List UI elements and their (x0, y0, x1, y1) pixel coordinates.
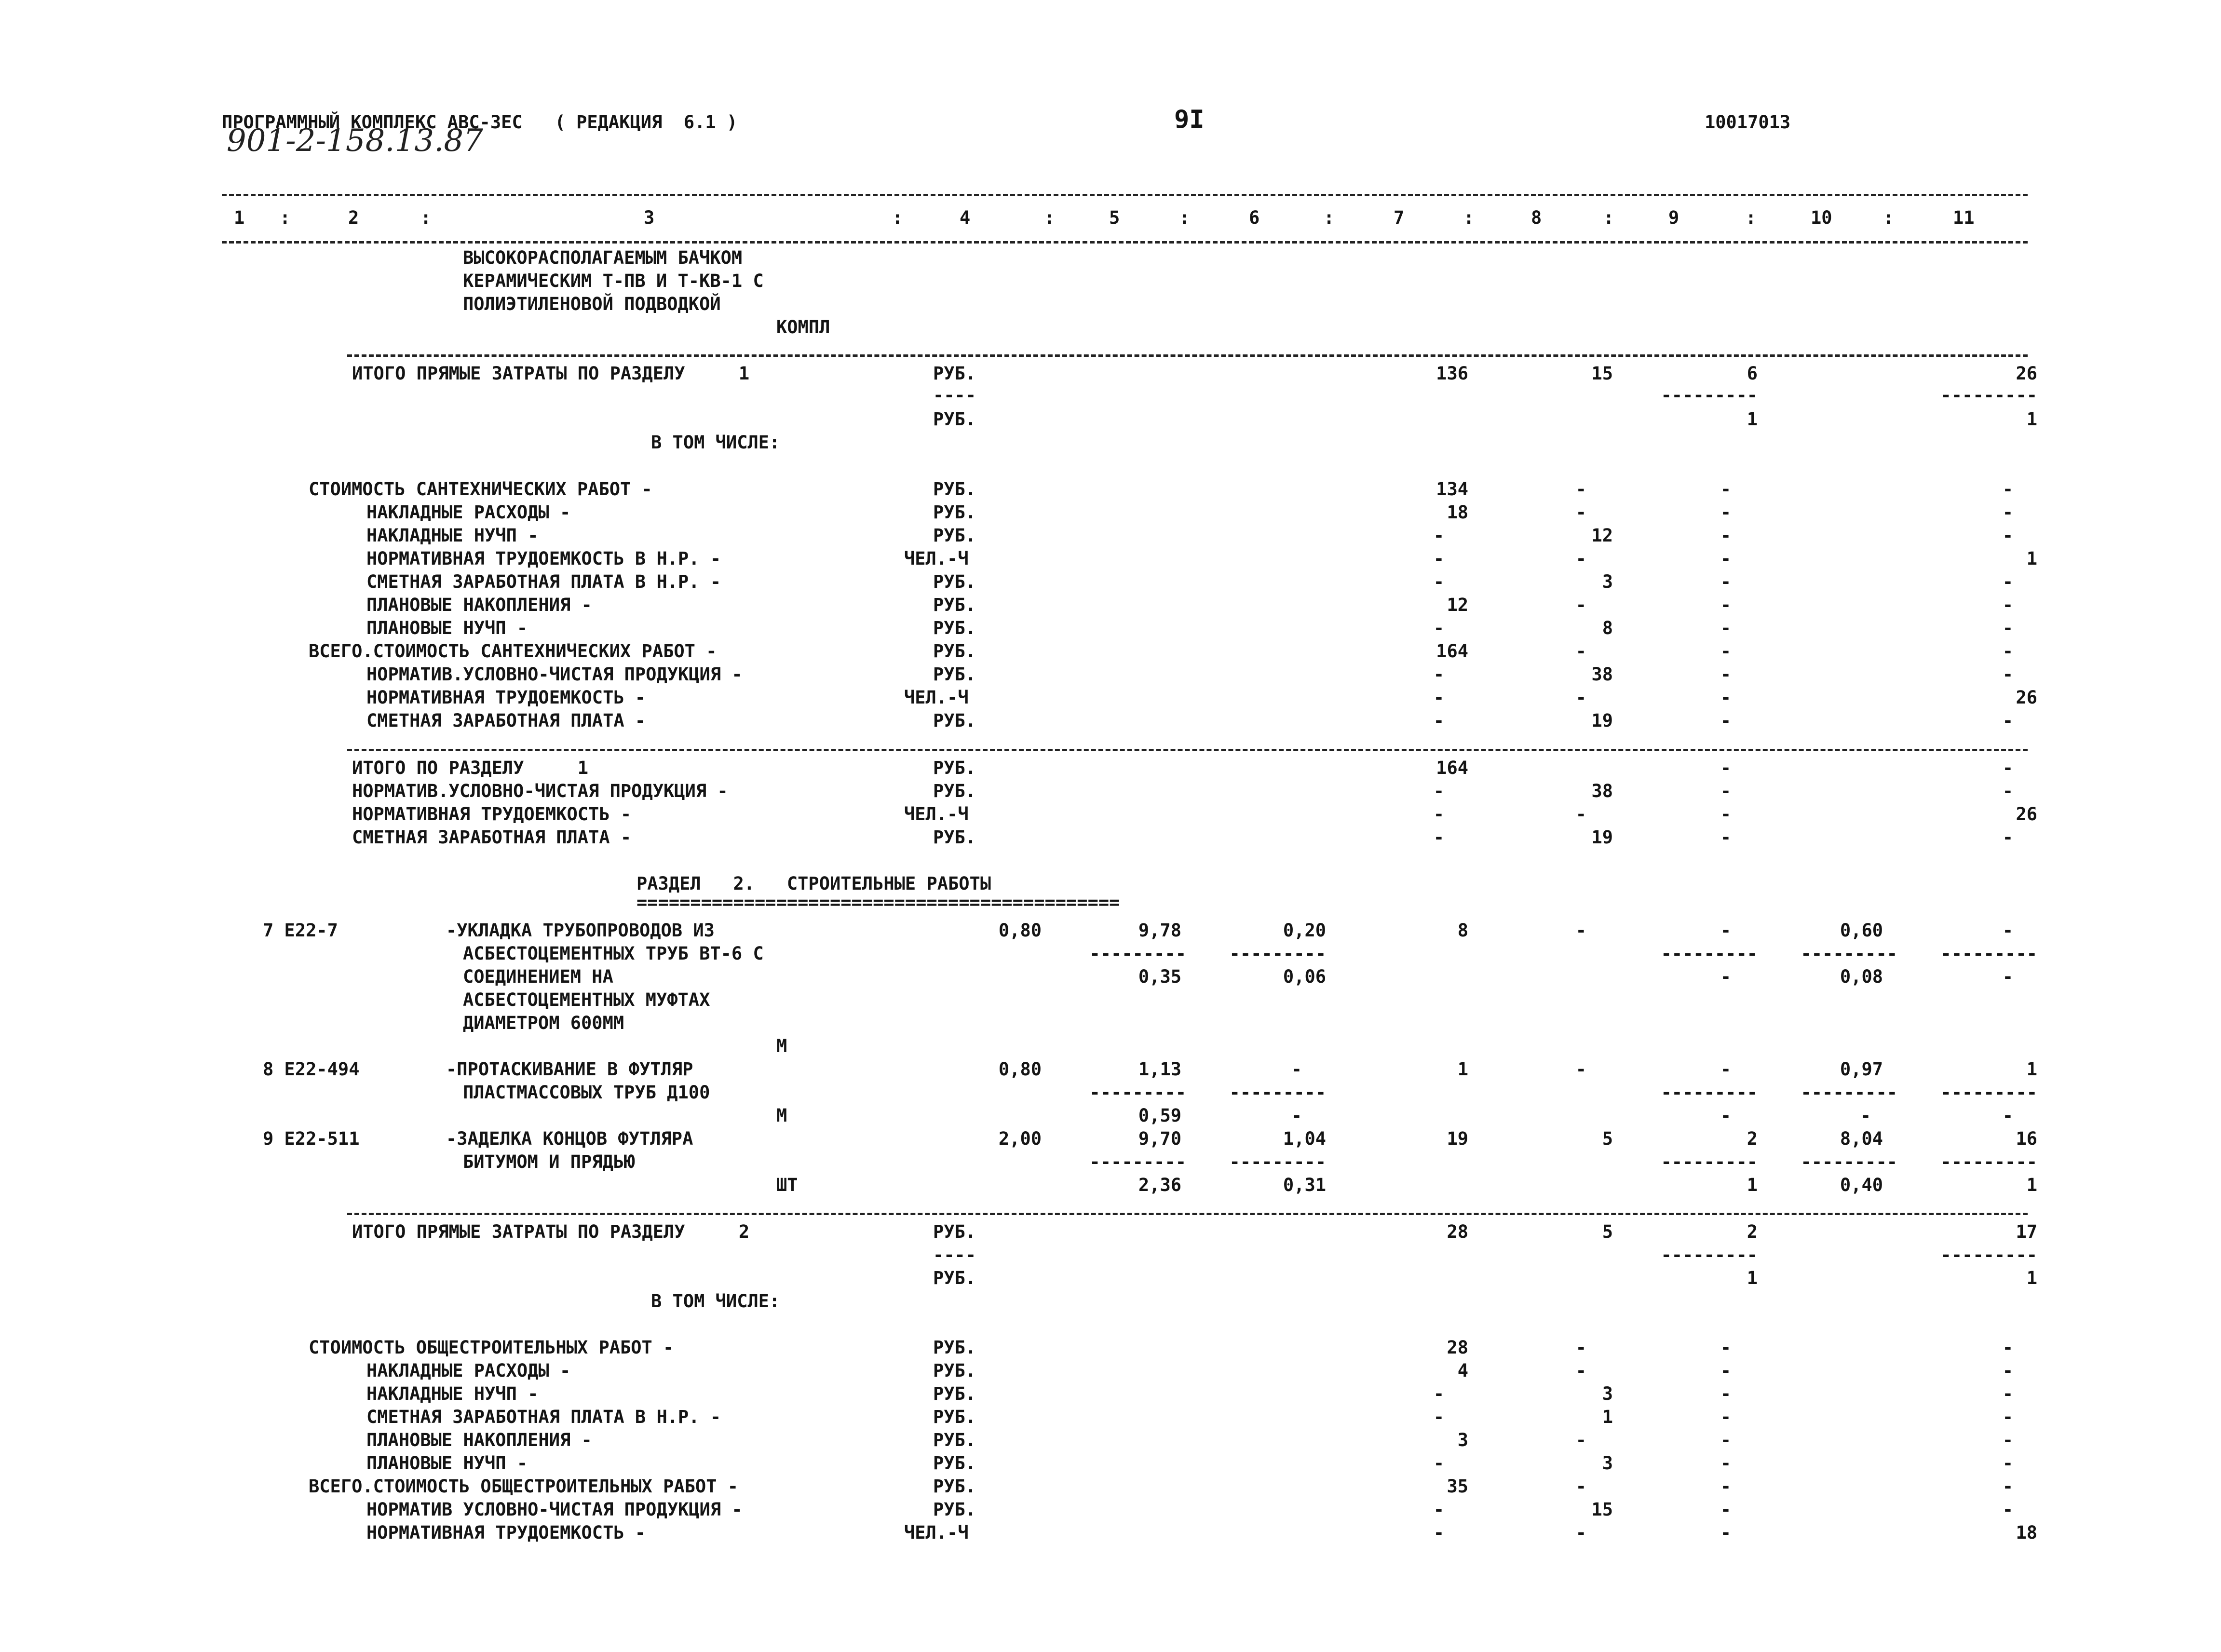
estimate-line-text: - (1720, 664, 1731, 685)
estimate-line-text: 164 (1436, 641, 1468, 662)
document-code: 10017013 (1705, 112, 1791, 133)
estimate-line-text: - (2002, 1105, 2013, 1126)
estimate-line-text: --------- (1940, 1151, 2037, 1172)
estimate-line-text: - (2002, 758, 2013, 778)
table-header-bottom-rule (222, 241, 2028, 244)
estimate-line-text: 4 (1457, 1360, 1468, 1381)
estimate-line-text: РУБ. (933, 1268, 976, 1288)
estimate-line-text: - (2002, 1360, 2013, 1381)
estimate-line-text: - (1720, 1453, 1731, 1474)
estimate-line-text: --------- (1661, 1082, 1758, 1103)
estimate-line-text: - (1575, 1522, 1586, 1543)
estimate-line-text: -ЗАДЕЛКА КОНЦОВ ФУТЛЯРА (446, 1128, 693, 1149)
estimate-line-text: --------- (1940, 385, 2037, 406)
estimate-line-text: 38 (1591, 781, 1613, 801)
estimate-line-text: - (2002, 525, 2013, 546)
estimate-line-text: НОРМАТИВНАЯ ТРУДОЕМКОСТЬ - (366, 687, 646, 708)
estimate-line-text: - (1720, 827, 1731, 848)
column-number-2: 2 (348, 207, 359, 228)
estimate-line-text: - (1720, 781, 1731, 801)
estimate-line-text: --------- (1940, 1245, 2037, 1265)
estimate-line-text: --------- (1940, 943, 2037, 964)
estimate-line-text: --------- (1940, 1082, 2037, 1103)
estimate-line-text: - (1720, 1383, 1731, 1404)
estimate-line-text: 1,04 (1283, 1128, 1326, 1149)
estimate-line-text: 1,13 (1138, 1059, 1181, 1080)
estimate-line-text: НОРМАТИВНАЯ ТРУДОЕМКОСТЬ - (366, 1522, 646, 1543)
estimate-line-text: 1 (2026, 409, 2037, 430)
estimate-line-text: 2 (1747, 1221, 1758, 1242)
estimate-line-text: --------- (1229, 943, 1326, 964)
estimate-line-text: РУБ. (933, 1407, 976, 1427)
estimate-line-text: - (2002, 641, 2013, 662)
estimate-line-text: ЧЕЛ.-Ч (904, 548, 969, 569)
estimate-line-text: - (1575, 1476, 1586, 1497)
estimate-line-text: 18 (2016, 1522, 2037, 1543)
estimate-line-text: --------- (1661, 1245, 1758, 1265)
estimate-line-text: РУБ. (933, 363, 976, 384)
estimate-line-text: 8 (1602, 618, 1613, 638)
estimate-line-text: - (1575, 1360, 1586, 1381)
estimate-line-text: - (1575, 548, 1586, 569)
estimate-line-text: - (1575, 641, 1586, 662)
page-number: 9I (1174, 105, 1205, 134)
estimate-line-text: НАКЛАДНЫЕ НУЧП - (366, 525, 539, 546)
estimate-line-text: БИТУМОМ И ПРЯДЬЮ (463, 1151, 635, 1172)
estimate-line-text: - (2002, 502, 2013, 523)
column-separator: : (1746, 207, 1757, 228)
estimate-line-text: ---- (933, 385, 976, 406)
estimate-line-text: 3 (1602, 1453, 1613, 1474)
estimate-line-text: 12 (1447, 595, 1468, 615)
estimate-line-text: 1 (1747, 1268, 1758, 1288)
estimate-line-text: РУБ. (933, 571, 976, 592)
estimate-line-text: - (1433, 804, 1444, 825)
estimate-line-text: ВСЕГО.СТОИМОСТЬ САНТЕХНИЧЕСКИХ РАБОТ - (309, 641, 717, 662)
estimate-line-text: --------- (1089, 1151, 1186, 1172)
estimate-line-text: НОРМАТИВ УСЛОВНО-ЧИСТАЯ ПРОДУКЦИЯ - (366, 1499, 743, 1520)
estimate-line-text: - (1720, 804, 1731, 825)
estimate-line-text: - (2002, 571, 2013, 592)
section-rule (347, 749, 2028, 751)
estimate-line-text: --------- (1089, 943, 1186, 964)
estimate-line-text: ЧЕЛ.-Ч (904, 804, 969, 825)
column-number-10: 10 (1811, 207, 1832, 228)
estimate-line-text: - (1720, 571, 1731, 592)
estimate-line-text: ЧЕЛ.-Ч (904, 1522, 969, 1543)
estimate-line-text: ИТОГО ПРЯМЫЕ ЗАТРАТЫ ПО РАЗДЕЛУ 2 (352, 1221, 750, 1242)
estimate-line-text: - (2002, 1499, 2013, 1520)
column-number-6: 6 (1249, 207, 1260, 228)
estimate-line-text: 1 (2026, 1175, 2037, 1195)
estimate-line-text: ЧЕЛ.-Ч (904, 687, 969, 708)
estimate-line-text: 1 (2026, 1059, 2037, 1080)
estimate-line-text: ПЛАНОВЫЕ НУЧП - (366, 618, 528, 638)
estimate-line-text: СМЕТНАЯ ЗАРАБОТНАЯ ПЛАТА В Н.Р. - (366, 571, 721, 592)
estimate-line-text: 0,20 (1283, 920, 1326, 941)
estimate-line-text: СТОИМОСТЬ САНТЕХНИЧЕСКИХ РАБОТ - (309, 479, 652, 500)
estimate-line-text: - (1720, 1059, 1731, 1080)
estimate-line-text: - (1720, 1499, 1731, 1520)
column-number-5: 5 (1109, 207, 1120, 228)
estimate-line-text: ВЫСОКОРАСПОЛАГАЕМЫМ БАЧКОМ (463, 247, 743, 268)
estimate-line-text: --------- (1801, 943, 1897, 964)
estimate-line-text: 0,35 (1138, 966, 1181, 987)
estimate-line-text: - (1720, 548, 1731, 569)
estimate-line-text: 1 (2026, 548, 2037, 569)
estimate-line-text: 3 (1457, 1430, 1468, 1450)
estimate-line-text: СМЕТНАЯ ЗАРАБОТНАЯ ПЛАТА В Н.Р. - (366, 1407, 721, 1427)
estimate-line-text: НОРМАТИВ.УСЛОВНО-ЧИСТАЯ ПРОДУКЦИЯ - (352, 781, 728, 801)
estimate-line-text: 7 Е22-7 (263, 920, 338, 941)
estimate-line-text: - (2002, 1337, 2013, 1358)
estimate-line-text: - (2002, 1430, 2013, 1450)
estimate-line-text: РУБ. (933, 595, 976, 615)
estimate-line-text: М (776, 1105, 787, 1126)
estimate-line-text: 0,59 (1138, 1105, 1181, 1126)
estimate-line-text: РУБ. (933, 827, 976, 848)
estimate-line-text: --------- (1661, 385, 1758, 406)
estimate-line-text: - (1720, 618, 1731, 638)
estimate-line-text: - (1720, 1430, 1731, 1450)
estimate-line-text: 15 (1591, 363, 1613, 384)
estimate-line-text: - (1720, 479, 1731, 500)
estimate-line-text: РУБ. (933, 1337, 976, 1358)
estimate-line-text: РУБ. (933, 1476, 976, 1497)
estimate-line-text: СМЕТНАЯ ЗАРАБОТНАЯ ПЛАТА - (366, 710, 646, 731)
estimate-line-text: АСБЕСТОЦЕМЕНТНЫХ МУФТАХ (463, 989, 710, 1010)
estimate-line-text: 26 (2016, 363, 2037, 384)
estimate-line-text: 19 (1591, 827, 1613, 848)
estimate-line-text: ПОЛИЭТИЛЕНОВОЙ ПОДВОДКОЙ (463, 294, 721, 314)
estimate-line-text: 0,97 (1840, 1059, 1883, 1080)
estimate-line-text: --------- (1229, 1151, 1326, 1172)
handwritten-project-code: 901-2-158.13.87 (227, 123, 483, 159)
estimate-line-text: 1 (1747, 1175, 1758, 1195)
column-separator: : (1603, 207, 1614, 228)
estimate-line-text: -ПРОТАСКИВАНИЕ В ФУТЛЯР (446, 1059, 693, 1080)
column-number-11: 11 (1953, 207, 1975, 228)
estimate-line-text: 1 (1602, 1407, 1613, 1427)
estimate-line-text: - (1720, 595, 1731, 615)
estimate-line-text: РУБ. (933, 781, 976, 801)
estimate-line-text: 9,70 (1138, 1128, 1181, 1149)
estimate-line-text: 0,60 (1840, 920, 1883, 941)
estimate-line-text: СТОИМОСТЬ ОБЩЕСТРОИТЕЛЬНЫХ РАБОТ - (309, 1337, 674, 1358)
estimate-line-text: - (1575, 479, 1586, 500)
estimate-line-text: РУБ. (933, 525, 976, 546)
estimate-line-text: НАКЛАДНЫЕ НУЧП - (366, 1383, 539, 1404)
estimate-line-text: ПЛАНОВЫЕ НАКОПЛЕНИЯ - (366, 595, 592, 615)
estimate-line-text: - (2002, 827, 2013, 848)
program-header: ПРОГРАММНЫЙ КОМПЛЕКС АВС-ЗЕС ( РЕДАКЦИЯ 6.1 ) (222, 112, 738, 133)
column-number-1: 1 (234, 207, 245, 228)
estimate-line-text: 26 (2016, 687, 2037, 708)
estimate-line-text: - (1720, 1407, 1731, 1427)
estimate-line-text: 26 (2016, 804, 2037, 825)
estimate-line-text: 19 (1447, 1128, 1468, 1149)
estimate-line-text: - (1433, 710, 1444, 731)
estimate-line-text: 12 (1591, 525, 1613, 546)
estimate-line-text: ИТОГО ПО РАЗДЕЛУ 1 (352, 758, 589, 778)
column-number-3: 3 (644, 207, 655, 228)
estimate-line-text: 5 (1602, 1128, 1613, 1149)
estimate-line-text: - (2002, 1476, 2013, 1497)
estimate-line-text: --------- (1661, 1151, 1758, 1172)
estimate-line-text: 1 (1747, 409, 1758, 430)
estimate-line-text: - (1575, 920, 1586, 941)
estimate-line-text: НАКЛАДНЫЕ РАСХОДЫ - (366, 1360, 571, 1381)
estimate-line-text: --------- (1089, 1082, 1186, 1103)
estimate-line-text: - (2002, 1453, 2013, 1474)
column-separator: : (1324, 207, 1335, 228)
estimate-line-text: --------- (1229, 1082, 1326, 1103)
estimate-line-text: 35 (1447, 1476, 1468, 1497)
estimate-line-text: --------- (1801, 1082, 1897, 1103)
estimate-line-text: --------- (1661, 943, 1758, 964)
estimate-line-text: ВСЕГО.СТОИМОСТЬ ОБЩЕСТРОИТЕЛЬНЫХ РАБОТ - (309, 1476, 739, 1497)
estimate-line-text: СМЕТНАЯ ЗАРАБОТНАЯ ПЛАТА - (352, 827, 632, 848)
estimate-line-text: 136 (1436, 363, 1468, 384)
estimate-line-text: - (2002, 920, 2013, 941)
estimate-line-text: НОРМАТИВНАЯ ТРУДОЕМКОСТЬ - (352, 804, 632, 825)
estimate-line-text: - (1720, 710, 1731, 731)
estimate-line-text: - (1860, 1105, 1871, 1126)
estimate-line-text: 0,40 (1840, 1175, 1883, 1195)
estimate-line-text: РУБ. (933, 1221, 976, 1242)
estimate-line-text: - (1433, 571, 1444, 592)
column-separator: : (1463, 207, 1475, 228)
column-separator: : (1179, 207, 1190, 228)
estimate-line-text: РУБ. (933, 1453, 976, 1474)
estimate-line-text: 18 (1447, 502, 1468, 523)
estimate-line-text: НОРМАТИВ.УСЛОВНО-ЧИСТАЯ ПРОДУКЦИЯ - (366, 664, 743, 685)
estimate-line-text: ---- (933, 1245, 976, 1265)
column-separator: : (1044, 207, 1055, 228)
estimate-line-text: - (1575, 687, 1586, 708)
estimate-line-text: 15 (1591, 1499, 1613, 1520)
estimate-line-text: 38 (1591, 664, 1613, 685)
estimate-line-text: - (1720, 920, 1731, 941)
estimate-line-text: - (1720, 525, 1731, 546)
estimate-line-text: 5 (1602, 1221, 1613, 1242)
estimate-line-text: - (2002, 595, 2013, 615)
estimate-line-text: - (1575, 1337, 1586, 1358)
estimate-line-text: - (1720, 1476, 1731, 1497)
section-rule (347, 354, 2028, 357)
estimate-line-text: 8 Е22-494 (263, 1059, 360, 1080)
estimate-line-text: РУБ. (933, 1430, 976, 1450)
estimate-line-text: РАЗДЕЛ 2. СТРОИТЕЛЬНЫЕ РАБОТЫ (637, 873, 991, 894)
column-number-4: 4 (960, 207, 971, 228)
estimate-line-text: 9,78 (1138, 920, 1181, 941)
estimate-line-text: РУБ. (933, 618, 976, 638)
estimate-line-text: - (1575, 1059, 1586, 1080)
column-number-7: 7 (1394, 207, 1405, 228)
column-separator: : (1883, 207, 1894, 228)
estimate-line-text: 3 (1602, 1383, 1613, 1404)
estimate-line-text: - (1433, 1453, 1444, 1474)
estimate-line-text: - (1720, 1360, 1731, 1381)
estimate-line-text: 28 (1447, 1221, 1468, 1242)
estimate-line-text: 134 (1436, 479, 1468, 500)
estimate-line-text: 8 (1457, 920, 1468, 941)
estimate-line-text: --------- (1801, 1151, 1897, 1172)
estimate-line-text: - (1720, 641, 1731, 662)
estimate-line-text: РУБ. (933, 502, 976, 523)
column-separator: : (892, 207, 903, 228)
estimate-line-text: РУБ. (933, 1383, 976, 1404)
estimate-line-text: НАКЛАДНЫЕ РАСХОДЫ - (366, 502, 571, 523)
estimate-line-text: - (2002, 710, 2013, 731)
estimate-line-text: ПЛАНОВЫЕ НУЧП - (366, 1453, 528, 1474)
estimate-line-text: КЕРАМИЧЕСКИМ Т-ПВ И Т-КВ-1 С (463, 271, 764, 291)
estimate-line-text: - (1433, 1499, 1444, 1520)
estimate-line-text: - (1291, 1059, 1302, 1080)
estimate-line-text: - (1720, 758, 1731, 778)
column-separator: : (420, 207, 432, 228)
estimate-line-text: ШТ (776, 1175, 798, 1195)
estimate-line-text: - (1433, 1383, 1444, 1404)
estimate-line-text: - (1720, 1105, 1731, 1126)
estimate-line-text: ============================================= (637, 892, 1120, 913)
estimate-line-text: 16 (2016, 1128, 2037, 1149)
estimate-line-text: 0,06 (1283, 966, 1326, 987)
estimate-line-text: - (1575, 1430, 1586, 1450)
estimate-line-text: - (1433, 781, 1444, 801)
estimate-line-text: 1 (1457, 1059, 1468, 1080)
estimate-line-text: - (1433, 1407, 1444, 1427)
estimate-line-text: М (776, 1036, 787, 1056)
estimate-line-text: - (2002, 664, 2013, 685)
estimate-line-text: - (1720, 687, 1731, 708)
estimate-line-text: - (2002, 479, 2013, 500)
estimate-line-text: 0,80 (998, 920, 1042, 941)
estimate-line-text: - (1720, 1337, 1731, 1358)
estimate-line-text: - (1433, 548, 1444, 569)
estimate-line-text: 0,80 (998, 1059, 1042, 1080)
estimate-line-text: РУБ. (933, 664, 976, 685)
estimate-line-text: 3 (1602, 571, 1613, 592)
estimate-line-text: РУБ. (933, 641, 976, 662)
estimate-line-text: 17 (2016, 1221, 2037, 1242)
estimate-line-text: - (1433, 1522, 1444, 1543)
estimate-line-text: ДИАМЕТРОМ 600ММ (463, 1013, 624, 1033)
estimate-line-text: 1 (2026, 1268, 2037, 1288)
estimate-line-text: - (1433, 827, 1444, 848)
column-number-9: 9 (1668, 207, 1679, 228)
estimate-line-text: - (1720, 966, 1731, 987)
estimate-line-text: СОЕДИНЕНИЕМ НА (463, 966, 613, 987)
estimate-line-text: ИТОГО ПРЯМЫЕ ЗАТРАТЫ ПО РАЗДЕЛУ 1 (352, 363, 750, 384)
estimate-line-text: 9 Е22-511 (263, 1128, 360, 1149)
estimate-line-text: РУБ. (933, 1360, 976, 1381)
estimate-line-text: В ТОМ ЧИСЛЕ: (651, 432, 780, 453)
estimate-line-text: 2,00 (998, 1128, 1042, 1149)
estimate-line-text: 2,36 (1138, 1175, 1181, 1195)
estimate-line-text: 164 (1436, 758, 1468, 778)
estimate-line-text: 19 (1591, 710, 1613, 731)
estimate-line-text: -УКЛАДКА ТРУБОПРОВОДОВ ИЗ (446, 920, 715, 941)
estimate-line-text: РУБ. (933, 409, 976, 430)
estimate-line-text: - (1433, 618, 1444, 638)
estimate-line-text: - (2002, 966, 2013, 987)
estimate-line-text: РУБ. (933, 758, 976, 778)
estimate-line-text: - (2002, 618, 2013, 638)
estimate-line-text: - (2002, 781, 2013, 801)
estimate-line-text: - (1433, 687, 1444, 708)
estimate-line-text: АСБЕСТОЦЕМЕНТНЫХ ТРУБ ВТ-6 С (463, 943, 764, 964)
table-header-top-rule (222, 194, 2028, 196)
estimate-line-text: 6 (1747, 363, 1758, 384)
estimate-line-text: - (1575, 502, 1586, 523)
estimate-line-text: 0,31 (1283, 1175, 1326, 1195)
estimate-line-text: РУБ. (933, 1499, 976, 1520)
estimate-line-text: ПЛАНОВЫЕ НАКОПЛЕНИЯ - (366, 1430, 592, 1450)
estimate-line-text: - (1575, 595, 1586, 615)
estimate-line-text: ПЛАСТМАССОВЫХ ТРУБ Д100 (463, 1082, 710, 1103)
estimate-line-text: - (1433, 664, 1444, 685)
estimate-line-text: РУБ. (933, 479, 976, 500)
estimate-line-text: 8,04 (1840, 1128, 1883, 1149)
estimate-line-text: КОМПЛ (776, 317, 830, 338)
estimate-line-text: 28 (1447, 1337, 1468, 1358)
estimate-line-text: НОРМАТИВНАЯ ТРУДОЕМКОСТЬ В Н.Р. - (366, 548, 721, 569)
estimate-line-text: - (1720, 1522, 1731, 1543)
estimate-line-text: - (2002, 1407, 2013, 1427)
estimate-line-text: - (1433, 525, 1444, 546)
section-rule (347, 1213, 2028, 1215)
estimate-line-text: 0,08 (1840, 966, 1883, 987)
estimate-line-text: - (2002, 1383, 2013, 1404)
column-number-8: 8 (1531, 207, 1542, 228)
estimate-line-text: - (1575, 804, 1586, 825)
estimate-line-text: 2 (1747, 1128, 1758, 1149)
estimate-line-text: РУБ. (933, 710, 976, 731)
estimate-line-text: - (1291, 1105, 1302, 1126)
estimate-line-text: - (1720, 502, 1731, 523)
estimate-line-text: В ТОМ ЧИСЛЕ: (651, 1291, 780, 1312)
column-separator: : (280, 207, 291, 228)
